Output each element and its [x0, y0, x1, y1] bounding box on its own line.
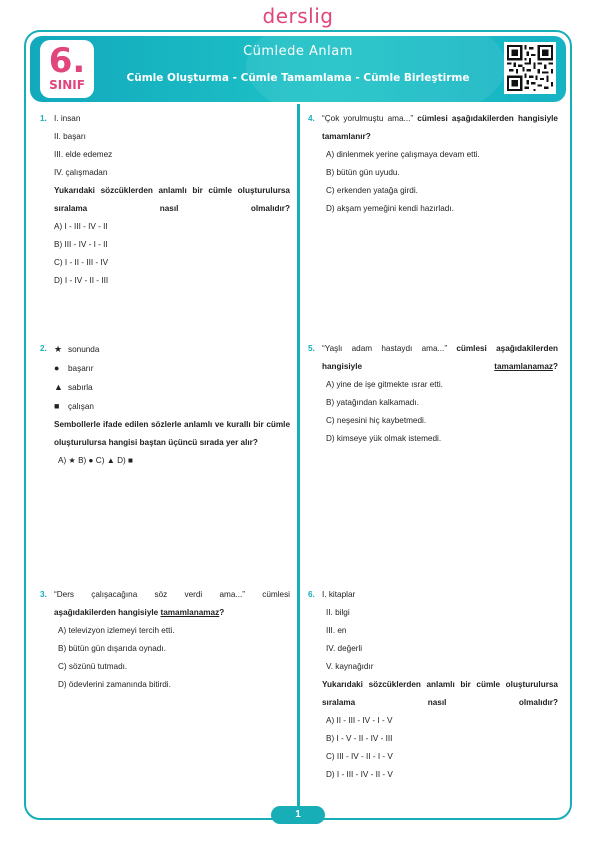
option-b[interactable]: B) bütün gün uyudu. [326, 168, 400, 177]
item: I. kitaplar [322, 590, 356, 599]
option-a[interactable]: A) II - III - IV - I - V [326, 716, 393, 725]
item: IV. çalışmadan [54, 168, 108, 177]
option-a[interactable]: A) dinlenmek yerine çalışmaya devam etti. [326, 150, 480, 159]
question-3 [40, 586, 290, 694]
question-stem: “Çok yorulmuştu ama...” cümlesi aşağıdakilerden hangisiyle tamamlanır? [322, 114, 558, 141]
option-d[interactable]: D) I - III - IV - II - V [326, 770, 393, 779]
option-b[interactable]: B) bütün gün dışarıda oynadı. [58, 644, 166, 653]
option-c[interactable]: C) I - II - III - IV [54, 258, 109, 267]
symbol-item: ■ çalışan [54, 397, 290, 416]
item: III. elde edemez [54, 150, 113, 159]
symbol-item: ▲ sabırla [54, 378, 290, 397]
grade-label: SINIF [49, 78, 85, 92]
option-c[interactable]: C) III - IV - II - I - V [326, 752, 393, 761]
option-d[interactable]: D) kimseye yük olmak istemedi. [326, 434, 442, 443]
option-b[interactable]: B) I - V - II - IV - III [326, 734, 393, 743]
question-6 [308, 586, 558, 784]
question-1 [40, 110, 290, 290]
option-d[interactable]: D) ödevlerini zamanında bitirdi. [58, 680, 171, 689]
option-a[interactable]: A) yine de işe gitmekte ısrar etti. [326, 380, 443, 389]
symbol-item: ● başarır [54, 359, 290, 378]
circle-icon: ● [54, 363, 60, 373]
item: II. bilgi [326, 608, 350, 617]
option-a[interactable]: A) I - III - IV - II [54, 222, 108, 231]
item: II. başarı [54, 132, 86, 141]
question-stem: “Yaşlı adam hastaydı ama...” cümlesi aşağıdakilerden hangisiyle tamamlanamaz? [322, 344, 558, 371]
item: I. insan [54, 114, 81, 123]
square-icon: ■ [54, 401, 60, 411]
question-prompt: Yukarıdaki sözcüklerden anlamlı bir cümle oluşturulursa sıralama nasıl olmalıdır? [322, 680, 558, 707]
question-number: 3. [40, 590, 47, 599]
option-d[interactable]: D) ■ [117, 456, 133, 465]
question-number: 4. [308, 114, 315, 123]
brand-logo: derslig [262, 4, 334, 28]
star-icon: ★ [54, 344, 63, 354]
question-prompt: Yukarıdaki sözcüklerden anlamlı bir cümle oluşturulursa sıralama nasıl olmalıdır? [54, 186, 290, 213]
item: IV. değerli [326, 644, 363, 653]
item: III. en [326, 626, 347, 635]
question-stem: “Ders çalışacağına söz verdi ama...” cümlesi [54, 590, 290, 599]
question-5 [308, 340, 558, 448]
option-a[interactable]: A) televizyon izlemeyi tercih etti. [58, 626, 175, 635]
question-number: 2. [40, 344, 47, 353]
option-c[interactable]: C) ▲ [95, 456, 115, 465]
column-divider [297, 104, 300, 810]
option-b[interactable]: B) III - IV - I - II [54, 240, 108, 249]
question-stem-cont: aşağıdakilerden hangisiyle tamamlanamaz? [54, 608, 225, 617]
option-b[interactable]: B) yatağından kalkamadı. [326, 398, 419, 407]
option-b[interactable]: B) ● [78, 456, 94, 465]
question-number: 1. [40, 114, 47, 123]
question-4 [308, 110, 558, 218]
question-number: 6. [308, 590, 315, 599]
option-d[interactable]: D) akşam yemeğini kendi hazırladı. [326, 204, 454, 213]
option-c[interactable]: C) erkenden yatağa girdi. [326, 186, 418, 195]
item: V. kaynağıdır [326, 662, 374, 671]
question-number: 5. [308, 344, 315, 353]
page-title: Cümlede Anlam [243, 44, 353, 59]
option-a[interactable]: A) ★ [58, 456, 76, 465]
question-2 [40, 340, 290, 470]
question-prompt: Sembollerle ifade edilen sözlerle anlamlı ve kurallı bir cümle oluşturulursa hangisi baştan üçüncü sırada yer alır? [54, 420, 290, 447]
symbol-item: ★ sonunda [54, 340, 290, 359]
grade-badge [40, 40, 94, 98]
options-row [54, 452, 290, 470]
page-number: 1 [271, 806, 325, 824]
option-c[interactable]: C) neşesini hiç kaybetmedi. [326, 416, 427, 425]
page-subtitle: Cümle Oluşturma - Cümle Tamamlama - Cümle Birleştirme [126, 72, 470, 84]
grade-number: 6. [48, 41, 86, 81]
option-d[interactable]: D) I - IV - II - III [54, 276, 109, 285]
qr-code-icon[interactable] [504, 42, 556, 94]
triangle-icon: ▲ [54, 382, 63, 392]
option-c[interactable]: C) sözünü tutmadı. [58, 662, 128, 671]
